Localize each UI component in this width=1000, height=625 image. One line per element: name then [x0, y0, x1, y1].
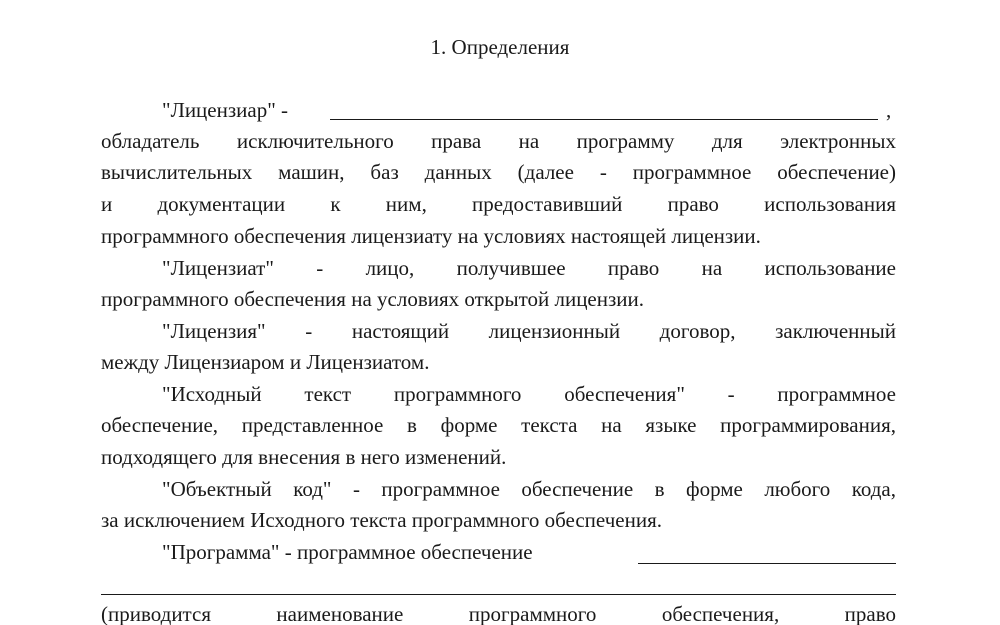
- source-code-line: обеспечение, представленное в форме текста на языке программирования,: [101, 413, 896, 437]
- license-line: между Лицензиаром и Лицензиатом.: [101, 350, 430, 374]
- source-code-line: "Исходный текст программного обеспечения" - программное: [162, 382, 896, 406]
- object-code-line: "Объектный код" - программное обеспечение в форме любого кода,: [162, 477, 896, 501]
- licensee-line: программного обеспечения на условиях открытой лицензии.: [101, 287, 645, 311]
- licensor-name-blank: [330, 119, 878, 120]
- licensee-line: "Лицензиат" - лицо, получившее право на использование: [162, 256, 896, 280]
- license-line: "Лицензия" - настоящий лицензионный договор, заключенный: [162, 319, 896, 343]
- program-line: (приводится наименование программного обеспечения, право: [101, 602, 896, 625]
- program-name-blank-line: [101, 594, 896, 595]
- section-heading: 1. Определения: [430, 35, 570, 59]
- licensor-line: обладатель исключительного права на программу для электронных: [101, 129, 896, 153]
- licensor-line: программного обеспечения лицензиату на условиях настоящей лицензии.: [101, 224, 761, 248]
- licensor-comma: ,: [886, 98, 892, 122]
- licensor-term: "Лицензиар" -: [162, 98, 289, 122]
- program-term: "Программа" - программное обеспечение: [162, 540, 533, 564]
- licensor-line: и документации к ним, предоставивший право использования: [101, 192, 896, 216]
- object-code-line: за исключением Исходного текста программного обеспечения.: [101, 508, 662, 532]
- licensor-line: вычислительных машин, баз данных (далее - программное обеспечение): [101, 160, 896, 184]
- program-name-blank: [638, 563, 896, 564]
- source-code-line: подходящего для внесения в него изменений.: [101, 445, 507, 469]
